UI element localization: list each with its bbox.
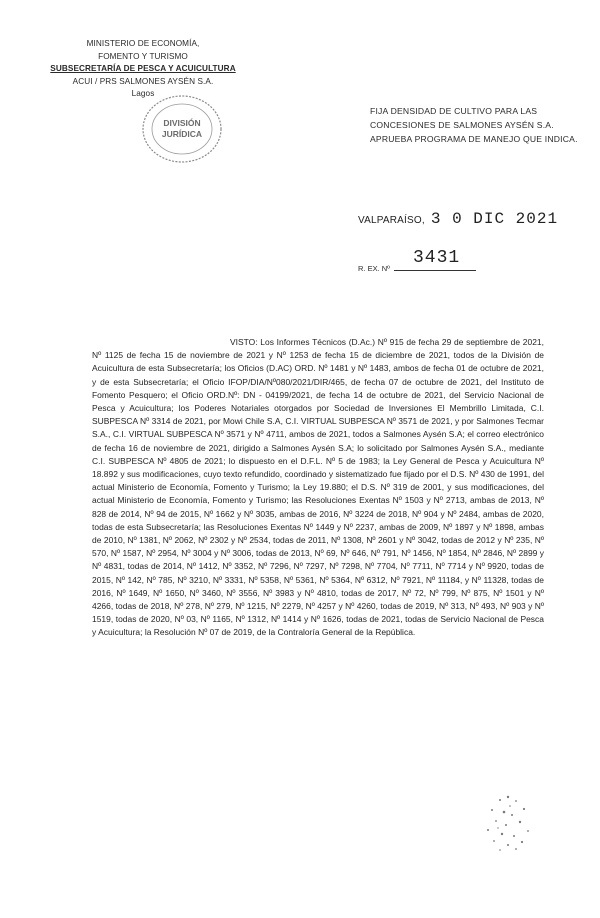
date-stamp: 3 0 DIC 2021 [430, 210, 559, 228]
header-ministry-sub: FOMENTO Y TURISMO [98, 51, 188, 61]
resolution-subject: FIJA DENSIDAD DE CULTIVO PARA LAS CONCESIONES DE SALMONES AYSÉN S.A. APRUEBA PROGRAMA DE MANEJO QUE INDICA. [370, 106, 578, 144]
resolution-underline [394, 270, 476, 271]
date-city: VALPARAÍSO, [358, 215, 425, 226]
stamp-seal-icon [140, 93, 224, 165]
stamp-line-2: JURÍDICA [161, 129, 203, 139]
resolution-label: R. EX. Nº [358, 264, 390, 273]
header-subsecretaria: SUBSECRETARÍA DE PESCA Y ACUICULTURA [50, 64, 236, 73]
header-location: Lagos [131, 89, 155, 98]
initials-mark-icon [478, 788, 538, 856]
date-line [358, 210, 558, 228]
header-ministry: MINISTERIO DE ECONOMÍA, [86, 39, 200, 48]
division-juridica-stamp [140, 93, 224, 165]
resolution-number-value: 3431 [413, 248, 461, 268]
stamp-line-1: DIVISIÓN [163, 118, 201, 128]
header-reference: ACUI / PRS SALMONES AYSÉN S.A. [72, 76, 214, 86]
visto-text: VISTO: Los Informes Técnicos (D.Ac.) Nº 915 de fecha 29 de septiembre de 2021, Nº 1125 de fecha 15 de noviembre de 2021 y Nº 1253 de fecha 15 de diciembre de 2021, todos de la División de Acuicultura de esta Subsecretaría; los Oficios (D.AC) ORD. Nº 1481 y Nº 1483, ambos de fecha 01 de octubre de 2021, y de esta Subsecretaría; el Oficio IFOP/DIA/Nº080/2021/DIR/465, de fecha 07 de octubre de 2021, del Instituto de Fomento Pesquero; el Oficio ORD.Nº: DN - 04199/2021, de fecha 14 de octubre de 2021, del Servicio Nacional de Pesca y Acuicultura; los Poderes Notariales otorgados por Sociedad de Inversiones El Membrillo Limitada, C.I. SUBPESCA Nº 3314 de 2021, por Mowi Chile S.A, C.I. VIRTUAL SUBPESCA Nº 3571 de 2021, y por Salmones Tecmar S.A., C.I. VIRTUAL SUBPESCA Nº 3571 y Nº 4711, ambos de 2021, todos a Salmones Aysén S.A; el correo electrónico de fecha 16 de noviembre de 2021, dirigido a Salmones Aysén S.A; lo solicitado por Salmones Aysén S.A., mediante C.I. SUBPESCA Nº 4805 de 2021; lo dispuesto en el D.F.L. Nº 5 de 1983; la Ley General de Pesca y Acuicultura Nº 18.892 y sus modificaciones, cuyo texto refundido, coordinado y sistematizado fue fijado por el D.S. Nº 430 de 1991, del actual Ministerio de Economía, Fomento y Turismo; la Ley 19.880; el D.S. Nº 319 de 2001, y sus modificaciones, del actual Ministerio de Economía, Fomento y Turismo; las Resoluciones Exentas Nº 1503 y Nº 2713, ambas de 2013, Nº 828 de 2014, Nº 94 de 2015, Nº 1662 y Nº 3035, ambas de 2016, Nº 3224 de 2018, Nº 904 y Nº 2484, ambas de 2020, todas de esta Subsecretaría; las Resoluciones Exentas Nº 1449 y Nº 2237, ambas de 2009, Nº 1897 y Nº 1898, ambas de 2010, Nº 1381, Nº 2062, Nº 2302 y Nº 2534, todas de 2011, Nº 1308, Nº 2601 y Nº 3042, todas de 2012 y Nº 235, Nº 570, Nº 1587, Nº 2954, Nº 3004 y Nº 3006, todas de 2013, Nº 69, Nº 646, Nº 791, Nº 1456, Nº 1854, Nº 2846, Nº 2899 y Nº 4831, todas de 2014, Nº 1412, Nº 3352, Nº 7296, Nº 7297, Nº 7298, Nº 7704, Nº 7711, Nº 7714 y Nº 9920, todas de 2015, Nº 142, Nº 785, Nº 3210, Nº 3331, Nº 5358, Nº 5361, Nº 5364, Nº 6312, Nº 7921, Nº 11184, y Nº 11328, todas de 2016, Nº 1649, Nº 1650, Nº 3460, Nº 3556, Nº 3983 y Nº 4810, todas de 2017, Nº 72, Nº 799, Nº 875, Nº 1501 y Nº 4266, todas de 2018, Nº 278, Nº 279, Nº 1215, Nº 2279, Nº 4257 y Nº 4260, todas de 2019, Nº 313, Nº 493, Nº 903 y Nº 1519, todas de 2020, Nº 03, Nº 1165, Nº 1312, Nº 1414 y Nº 1626, todas de 2021, todas de Servicio Nacional de Pesca y Acuicultura; la Resolución Nº 07 de 2019, de la Contraloría General de la República. [92, 337, 544, 638]
ministry-header [48, 38, 238, 101]
initials-stamp [478, 788, 538, 856]
visto-paragraph [92, 336, 544, 640]
resolution-number [358, 248, 476, 273]
